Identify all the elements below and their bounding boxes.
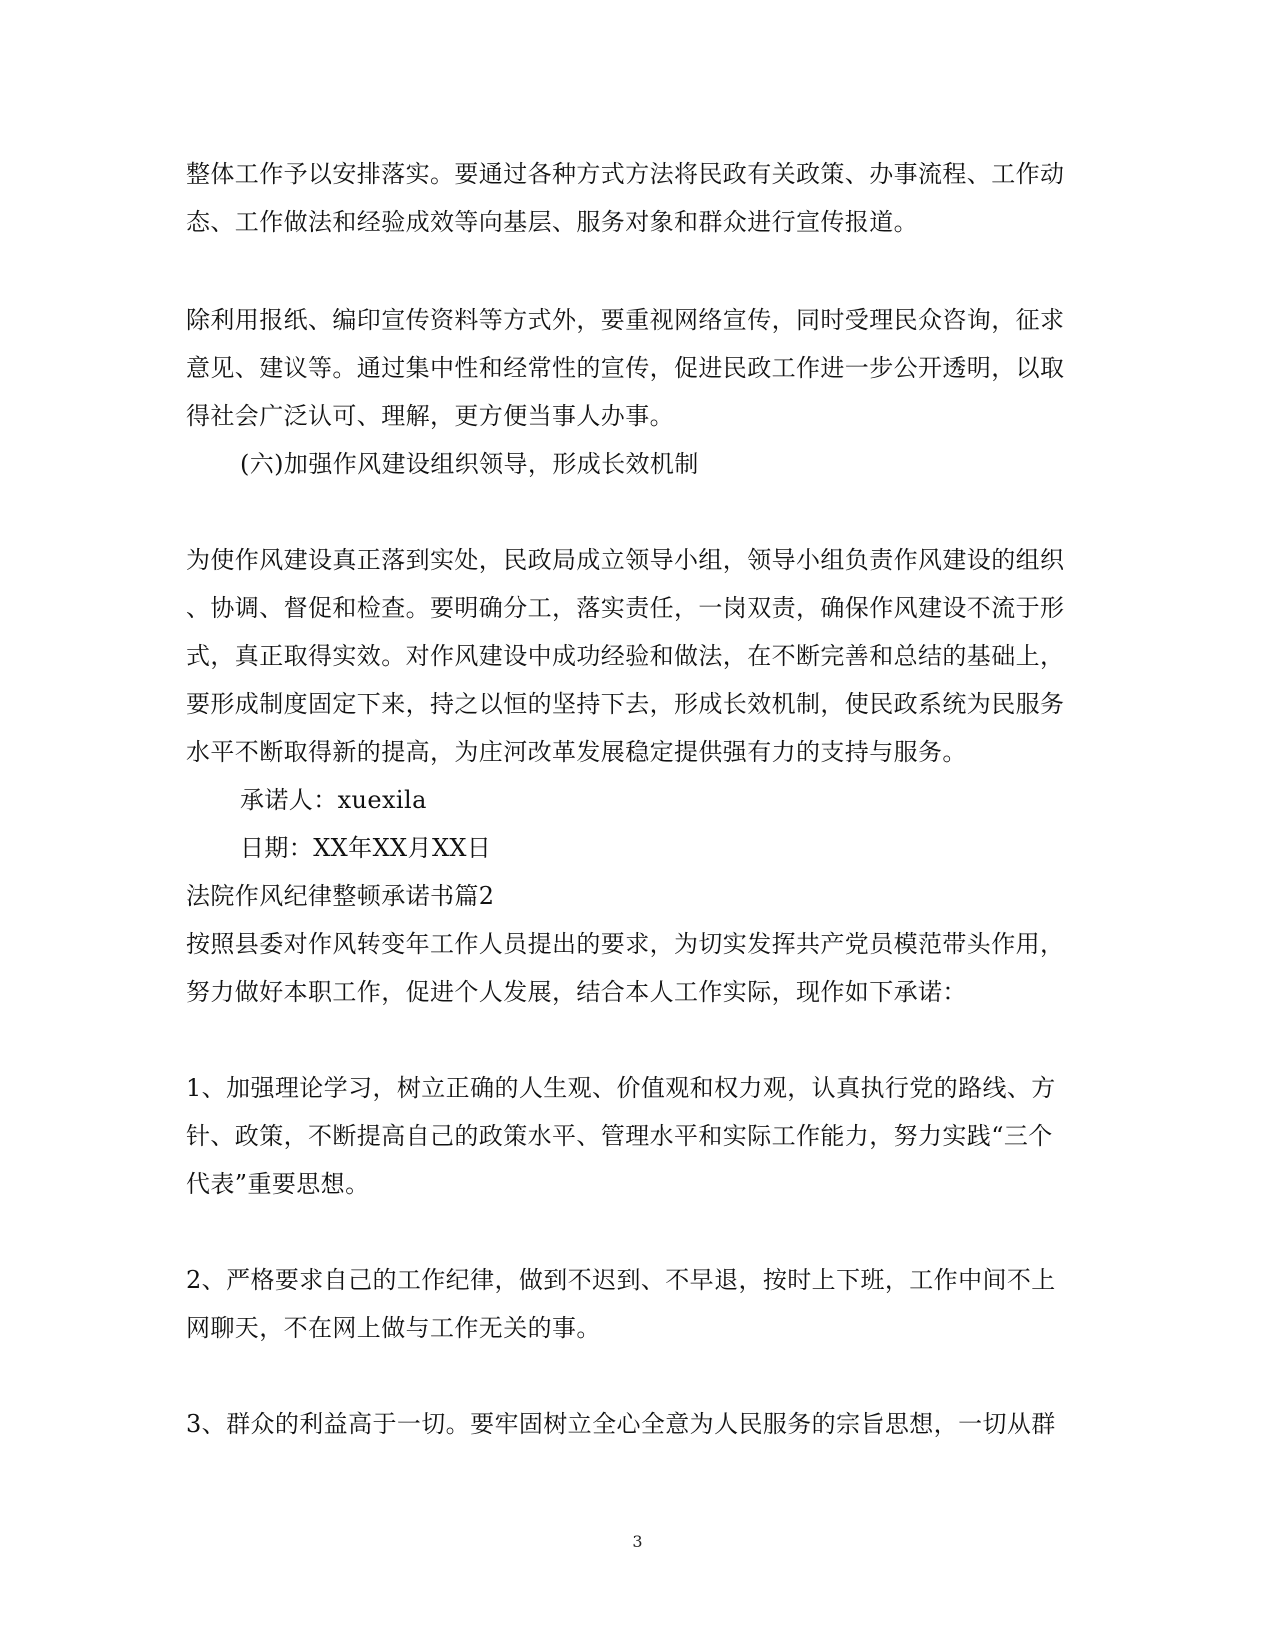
page-number: 3 bbox=[632, 1532, 643, 1551]
paragraph-line: 除利用报纸、编印宣传资料等方式外，要重视网络宣传，同时受理民众咨询，征求 bbox=[186, 306, 1065, 334]
list-item-line: 代表”重要思想。 bbox=[186, 1170, 370, 1198]
list-item-line: 网聊天，不在网上做与工作无关的事。 bbox=[186, 1314, 601, 1342]
paragraph-line: 意见、建议等。通过集中性和经常性的宣传，促进民政工作进一步公开透明，以取 bbox=[186, 354, 1065, 382]
paragraph-line: 整体工作予以安排落实。要通过各种方式方法将民政有关政策、办事流程、工作动 bbox=[186, 160, 1065, 188]
list-item-line: 针、政策，不断提高自己的政策水平、管理水平和实际工作能力，努力实践“三个 bbox=[186, 1122, 1053, 1150]
paragraph-line: 式，真正取得实效。对作风建设中成功经验和做法，在不断完善和总结的基础上， bbox=[186, 642, 1065, 670]
paragraph-line: 、协调、督促和检查。要明确分工，落实责任，一岗双责，确保作风建设不流于形 bbox=[186, 594, 1065, 622]
paragraph-line: 要形成制度固定下来，持之以恒的坚持下去，形成长效机制，使民政系统为民服务 bbox=[186, 690, 1065, 718]
paragraph-line: 努力做好本职工作，促进个人发展，结合本人工作实际，现作如下承诺： bbox=[186, 978, 967, 1006]
list-item-line: 3、群众的利益高于一切。要牢固树立全心全意为人民服务的宗旨思想，一切从群 bbox=[186, 1410, 1056, 1438]
signatory-line: 承诺人：xuexila bbox=[240, 786, 427, 814]
paragraph-line: 态、工作做法和经验成效等向基层、服务对象和群众进行宣传报道。 bbox=[186, 208, 918, 236]
paragraph-line: 按照县委对作风转变年工作人员提出的要求，为切实发挥共产党员模范带头作用， bbox=[186, 930, 1065, 958]
list-item-line: 2、严格要求自己的工作纪律，做到不迟到、不早退，按时上下班，工作中间不上 bbox=[186, 1266, 1056, 1294]
paragraph-line: 为使作风建设真正落到实处，民政局成立领导小组，领导小组负责作风建设的组织 bbox=[186, 546, 1065, 574]
date-line: 日期：XX年XX月XX日 bbox=[240, 834, 492, 862]
article-title: 法院作风纪律整顿承诺书篇2 bbox=[186, 882, 495, 910]
list-item-line: 1、加强理论学习，树立正确的人生观、价值观和权力观，认真执行党的路线、方 bbox=[186, 1074, 1056, 1102]
paragraph-line: 水平不断取得新的提高，为庄河改革发展稳定提供强有力的支持与服务。 bbox=[186, 738, 967, 766]
section-heading: (六)加强作风建设组织领导，形成长效机制 bbox=[240, 450, 699, 478]
paragraph-line: 得社会广泛认可、理解，更方便当事人办事。 bbox=[186, 402, 674, 430]
